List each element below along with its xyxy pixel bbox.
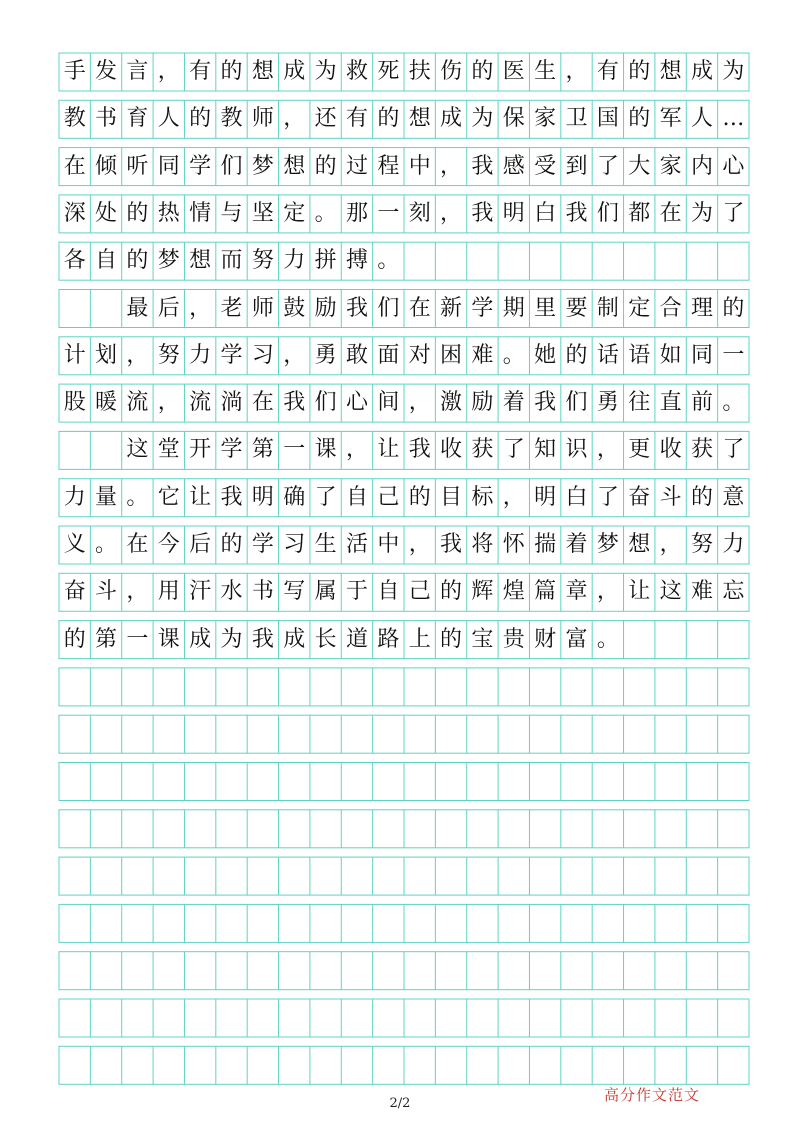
essay-char: 斗 bbox=[95, 579, 118, 605]
essay-char: 学 bbox=[251, 532, 274, 557]
essay-char: 期 bbox=[502, 295, 525, 321]
essay-char: 学 bbox=[220, 437, 243, 463]
essay-char: 到 bbox=[565, 153, 588, 179]
essay-char: 白 bbox=[534, 200, 557, 226]
essay-char: 而 bbox=[220, 248, 243, 274]
essay-char: 收 bbox=[440, 437, 463, 463]
essay-char: 第 bbox=[95, 626, 118, 652]
page-number: 2/2 bbox=[389, 1096, 411, 1111]
essay-char: 的 bbox=[440, 626, 463, 652]
essay-char: 目 bbox=[440, 484, 463, 510]
essay-char: 有 bbox=[189, 59, 212, 84]
essay-char: 内 bbox=[690, 153, 713, 179]
essay-char: 一 bbox=[283, 437, 306, 463]
essay-char: 想 bbox=[189, 248, 212, 274]
essay-char: 面 bbox=[377, 342, 400, 368]
essay-char: 水 bbox=[220, 579, 243, 605]
essay-char: 将 bbox=[471, 532, 494, 557]
essay-char: 了 bbox=[722, 437, 745, 463]
essay-char: ， bbox=[596, 437, 619, 463]
essay-char: 划 bbox=[95, 342, 118, 368]
essay-char: 让 bbox=[628, 579, 651, 605]
essay-char: 制 bbox=[596, 295, 619, 321]
essay-char: 勇 bbox=[314, 342, 337, 368]
essay-char: 的 bbox=[471, 59, 494, 84]
essay-char: 们 bbox=[314, 390, 337, 416]
essay-char: ， bbox=[440, 153, 463, 179]
essay-char: 的 bbox=[126, 200, 149, 226]
essay-char: 们 bbox=[220, 153, 243, 179]
essay-char: 力 bbox=[283, 248, 306, 274]
essay-char: 标 bbox=[471, 484, 494, 510]
essay-char: 了 bbox=[596, 153, 619, 179]
essay-char: 话 bbox=[596, 342, 619, 368]
essay-char: 过 bbox=[345, 153, 368, 179]
essay-char: 开 bbox=[189, 437, 212, 463]
essay-char: 一 bbox=[377, 200, 400, 226]
essay-char: 我 bbox=[251, 626, 274, 652]
essay-char: 有 bbox=[596, 59, 619, 84]
essay-char: 医 bbox=[502, 59, 525, 84]
essay-char: 程 bbox=[377, 153, 400, 179]
essay-char: 们 bbox=[596, 200, 619, 226]
essay-char: 力 bbox=[722, 532, 745, 557]
essay-char: 最 bbox=[126, 295, 149, 321]
essay-char: 自 bbox=[377, 579, 400, 605]
essay-char: 要 bbox=[565, 295, 588, 321]
essay-char: 学 bbox=[189, 153, 212, 179]
essay-char: 心 bbox=[722, 153, 745, 179]
essay-char: 言 bbox=[126, 59, 149, 84]
essay-char: 写 bbox=[283, 579, 306, 605]
essay-char: 道 bbox=[345, 626, 368, 652]
essay-char: 义 bbox=[63, 532, 86, 557]
essay-char: 忘 bbox=[722, 579, 745, 605]
essay-char: 听 bbox=[126, 153, 149, 179]
essay-char: 励 bbox=[471, 390, 494, 416]
essay-char: 明 bbox=[502, 200, 525, 226]
essay-char: 生 bbox=[314, 532, 337, 557]
essay-char: 坚 bbox=[251, 200, 274, 226]
essay-char: 努 bbox=[157, 342, 180, 368]
essay-char: 了 bbox=[722, 200, 745, 226]
essay-char: 课 bbox=[314, 437, 337, 463]
essay-char: 死 bbox=[377, 59, 400, 84]
essay-char: 暖 bbox=[95, 390, 118, 416]
essay-char: 获 bbox=[690, 437, 713, 463]
essay-char: 与 bbox=[220, 200, 243, 226]
essay-char: 。 bbox=[596, 626, 619, 652]
essay-char: 确 bbox=[283, 484, 306, 510]
essay-char: 的 bbox=[690, 484, 713, 510]
essay-char: 家 bbox=[659, 153, 682, 179]
essay-char: 教 bbox=[220, 106, 243, 132]
essay-char: 想 bbox=[628, 532, 651, 557]
essay-char: ， bbox=[565, 59, 588, 84]
essay-char: 成 bbox=[283, 626, 306, 652]
essay-char: 我 bbox=[440, 532, 463, 557]
essay-char: 辉 bbox=[471, 579, 494, 605]
essay-char: 。 bbox=[314, 200, 337, 226]
essay-char: 前 bbox=[690, 390, 713, 416]
essay-char: 的 bbox=[126, 248, 149, 274]
essay-char: 流 bbox=[126, 390, 149, 416]
essay-char: 己 bbox=[408, 579, 431, 605]
essay-char: 处 bbox=[95, 200, 118, 226]
essay-char: 怀 bbox=[502, 532, 525, 557]
essay-char: 。 bbox=[126, 484, 149, 510]
essay-char: 的 bbox=[565, 342, 588, 368]
essay-char: 的 bbox=[314, 153, 337, 179]
essay-char: 我 bbox=[565, 200, 588, 226]
essay-char: 各 bbox=[63, 248, 86, 274]
essay-char: 明 bbox=[251, 484, 274, 510]
essay-char: 今 bbox=[157, 532, 180, 557]
brand-watermark: 高分作文范文 bbox=[604, 1086, 701, 1104]
essay-char: 成 bbox=[189, 626, 212, 652]
essay-char: ， bbox=[596, 579, 619, 605]
essay-char: 人 bbox=[157, 106, 180, 132]
essay-char: 习 bbox=[251, 342, 274, 368]
essay-char: ， bbox=[659, 532, 682, 557]
essay-char: 宝 bbox=[471, 626, 494, 652]
essay-char bbox=[90, 290, 121, 328]
essay-char: 间 bbox=[377, 390, 400, 416]
essay-char: 后 bbox=[189, 532, 212, 557]
essay-char: 搏 bbox=[345, 248, 368, 274]
essay-char: 一 bbox=[722, 342, 745, 368]
essay-char: 在 bbox=[659, 200, 682, 226]
essay-char: 成 bbox=[690, 59, 713, 84]
essay-char: 计 bbox=[63, 342, 86, 368]
essay-char: 语 bbox=[628, 342, 651, 368]
essay-char: 国 bbox=[596, 106, 619, 132]
essay-char: 我 bbox=[471, 153, 494, 179]
essay-char: ， bbox=[440, 200, 463, 226]
essay-char: 情 bbox=[189, 200, 212, 226]
essay-char: 在 bbox=[408, 295, 431, 321]
essay-char: ， bbox=[157, 390, 180, 416]
essay-char: 自 bbox=[95, 248, 118, 274]
essay-char: 中 bbox=[408, 153, 431, 179]
essay-char: 的 bbox=[63, 626, 86, 652]
essay-char: 量 bbox=[95, 484, 118, 510]
essay-char: 合 bbox=[659, 295, 682, 321]
essay-char: 的 bbox=[628, 59, 651, 84]
essay-char: 让 bbox=[189, 484, 212, 510]
essay-char: 保 bbox=[502, 106, 525, 132]
essay-char: ， bbox=[502, 484, 525, 510]
essay-char: 们 bbox=[565, 390, 588, 416]
essay-char: 们 bbox=[377, 295, 400, 321]
essay-char: 中 bbox=[377, 532, 400, 557]
essay-char: 扶 bbox=[408, 59, 431, 84]
essay-char: 流 bbox=[189, 390, 212, 416]
essay-char: 卫 bbox=[565, 106, 588, 132]
essay-char: 。 bbox=[722, 390, 745, 416]
essay-char: 同 bbox=[690, 342, 713, 368]
essay-char: ， bbox=[126, 342, 149, 368]
essay-char: 我 bbox=[345, 295, 368, 321]
essay-char: ， bbox=[157, 59, 180, 84]
essay-char: 书 bbox=[251, 579, 274, 605]
essay-char: ， bbox=[283, 106, 306, 132]
essay-char: 的 bbox=[722, 295, 745, 321]
essay-char: 勇 bbox=[596, 390, 619, 416]
essay-char: 在 bbox=[126, 532, 149, 557]
essay-char: 对 bbox=[408, 342, 431, 368]
essay-char: 一 bbox=[126, 626, 149, 652]
essay-char: 梦 bbox=[157, 248, 180, 274]
essay-char: 贵 bbox=[502, 626, 525, 652]
essay-char: 了 bbox=[314, 484, 337, 510]
essay-char: … bbox=[722, 106, 745, 132]
essay-char: 长 bbox=[314, 626, 337, 652]
essay-char: 成 bbox=[283, 59, 306, 84]
essay-char: 有 bbox=[345, 106, 368, 132]
essay-char: 了 bbox=[502, 437, 525, 463]
essay-char: 让 bbox=[377, 437, 400, 463]
essay-char: 淌 bbox=[220, 390, 243, 416]
essay-char: 获 bbox=[471, 437, 494, 463]
essay-char: 己 bbox=[377, 484, 400, 510]
essay-char: 堂 bbox=[157, 437, 180, 463]
essay-char: 伤 bbox=[440, 59, 463, 84]
essay-char: 着 bbox=[502, 390, 525, 416]
essay-char: 成 bbox=[440, 106, 463, 132]
essay-char: 我 bbox=[471, 200, 494, 226]
essay-char: 第 bbox=[251, 437, 274, 463]
essay-char: 激 bbox=[440, 390, 463, 416]
essay-char: 书 bbox=[95, 106, 118, 132]
essay-char: 意 bbox=[722, 484, 745, 510]
essay-char: 的 bbox=[220, 532, 243, 557]
essay-char: 刻 bbox=[408, 200, 431, 226]
essay-char: 明 bbox=[534, 484, 557, 510]
essay-char: 揣 bbox=[534, 532, 557, 557]
essay-char: 里 bbox=[534, 295, 557, 321]
essay-char: 受 bbox=[534, 153, 557, 179]
essay-char: 为 bbox=[690, 200, 713, 226]
essay-char: 学 bbox=[220, 342, 243, 368]
essay-char: 生 bbox=[534, 59, 557, 84]
essay-char bbox=[59, 431, 90, 469]
essay-char: 还 bbox=[314, 106, 337, 132]
essay-char: 富 bbox=[565, 626, 588, 652]
essay-char: 白 bbox=[565, 484, 588, 510]
essay-char: 育 bbox=[126, 106, 149, 132]
essay-char bbox=[59, 290, 90, 328]
essay-char: 财 bbox=[534, 626, 557, 652]
essay-char: 这 bbox=[659, 579, 682, 605]
essay-char: 我 bbox=[283, 390, 306, 416]
essay-char: 努 bbox=[690, 532, 713, 557]
essay-char: 救 bbox=[345, 59, 368, 84]
essay-char: 在 bbox=[251, 390, 274, 416]
essay-char: 教 bbox=[63, 106, 86, 132]
essay-char: 后 bbox=[157, 295, 180, 321]
essay-char: 手 bbox=[63, 59, 86, 84]
essay-char: 着 bbox=[565, 532, 588, 557]
essay-char: 自 bbox=[345, 484, 368, 510]
essay-char: 难 bbox=[690, 579, 713, 605]
essay-char: 想 bbox=[251, 59, 274, 84]
essay-char: 师 bbox=[251, 106, 274, 132]
essay-char: 了 bbox=[596, 484, 619, 510]
essay-char: 直 bbox=[659, 390, 682, 416]
essay-char: 课 bbox=[157, 626, 180, 652]
essay-char: 在 bbox=[63, 153, 86, 179]
essay-char: 如 bbox=[659, 342, 682, 368]
essay-char: 想 bbox=[408, 106, 431, 132]
essay-char: 知 bbox=[534, 437, 557, 463]
essay-char: 定 bbox=[628, 295, 651, 321]
essay-char: 鼓 bbox=[283, 295, 306, 321]
essay-char: 老 bbox=[220, 295, 243, 321]
essay-char: 想 bbox=[283, 153, 306, 179]
essay-char: 更 bbox=[628, 437, 651, 463]
essay-char: 。 bbox=[377, 248, 400, 274]
essay-char: 它 bbox=[157, 484, 180, 510]
essay-char: 为 bbox=[314, 59, 337, 84]
essay-char: 力 bbox=[189, 342, 212, 368]
essay-char: 的 bbox=[408, 484, 431, 510]
essay-char: 发 bbox=[95, 59, 118, 84]
essay-char: 我 bbox=[534, 390, 557, 416]
essay-char: 奋 bbox=[63, 579, 86, 605]
essay-char: 识 bbox=[565, 437, 588, 463]
essay-char: 励 bbox=[314, 295, 337, 321]
essay-char: 同 bbox=[157, 153, 180, 179]
essay-char: 她 bbox=[534, 342, 557, 368]
essay-char: 热 bbox=[157, 200, 180, 226]
essay-char: 拼 bbox=[314, 248, 337, 274]
essay-char: 学 bbox=[471, 295, 494, 321]
essay-char: 的 bbox=[628, 106, 651, 132]
essay-char: 军 bbox=[659, 106, 682, 132]
essay-char: 习 bbox=[283, 532, 306, 557]
essay-char: 师 bbox=[251, 295, 274, 321]
essay-char: 上 bbox=[408, 626, 431, 652]
essay-char: ， bbox=[283, 342, 306, 368]
essay-char: 深 bbox=[63, 200, 86, 226]
essay-char: 属 bbox=[314, 579, 337, 605]
essay-char: 股 bbox=[63, 390, 86, 416]
essay-char: 路 bbox=[377, 626, 400, 652]
essay-char bbox=[90, 431, 121, 469]
essay-char: 的 bbox=[440, 579, 463, 605]
essay-char: 我 bbox=[220, 484, 243, 510]
essay-char: 为 bbox=[220, 626, 243, 652]
essay-char: 的 bbox=[220, 59, 243, 84]
essay-char: ， bbox=[408, 390, 431, 416]
essay-char: ， bbox=[345, 437, 368, 463]
essay-char: 煌 bbox=[502, 579, 525, 605]
essay-char: ， bbox=[189, 295, 212, 321]
essay-char: 于 bbox=[345, 579, 368, 605]
essay-char: 汗 bbox=[189, 579, 212, 605]
essay-char: 大 bbox=[628, 153, 651, 179]
essay-char: 那 bbox=[345, 200, 368, 226]
essay-char: ， bbox=[408, 532, 431, 557]
essay-char: 想 bbox=[659, 59, 682, 84]
essay-char: 用 bbox=[157, 579, 180, 605]
essay-char: 梦 bbox=[251, 153, 274, 179]
essay-char: 人 bbox=[690, 106, 713, 132]
essay-char: 的 bbox=[189, 106, 212, 132]
essay-char: 困 bbox=[440, 342, 463, 368]
essay-char: 敢 bbox=[345, 342, 368, 368]
essay-char: ， bbox=[126, 579, 149, 605]
essay-char: 感 bbox=[502, 153, 525, 179]
essay-char: 都 bbox=[628, 200, 651, 226]
essay-char: 我 bbox=[408, 437, 431, 463]
essay-char: 难 bbox=[471, 342, 494, 368]
essay-char: 努 bbox=[251, 248, 274, 274]
essay-char: 的 bbox=[377, 106, 400, 132]
essay-char: 。 bbox=[502, 342, 525, 368]
essay-char: 斗 bbox=[659, 484, 682, 510]
essay-char: 定 bbox=[283, 200, 306, 226]
essay-char: 倾 bbox=[95, 153, 118, 179]
essay-char: 活 bbox=[345, 532, 368, 557]
essay-char: 收 bbox=[659, 437, 682, 463]
essay-char: 梦 bbox=[596, 532, 619, 557]
essay-char: 篇 bbox=[534, 579, 557, 605]
essay-char: 家 bbox=[534, 106, 557, 132]
essay-char: 理 bbox=[690, 295, 713, 321]
essay-char: 。 bbox=[95, 532, 118, 557]
essay-char: 往 bbox=[628, 390, 651, 416]
essay-char: 这 bbox=[126, 437, 149, 463]
essay-char: 奋 bbox=[628, 484, 651, 510]
essay-char: 力 bbox=[63, 484, 86, 510]
essay-char: 新 bbox=[440, 295, 463, 321]
essay-char: 心 bbox=[345, 390, 368, 416]
essay-char: 为 bbox=[471, 106, 494, 132]
essay-char: 为 bbox=[722, 59, 745, 84]
essay-char: 章 bbox=[565, 579, 588, 605]
